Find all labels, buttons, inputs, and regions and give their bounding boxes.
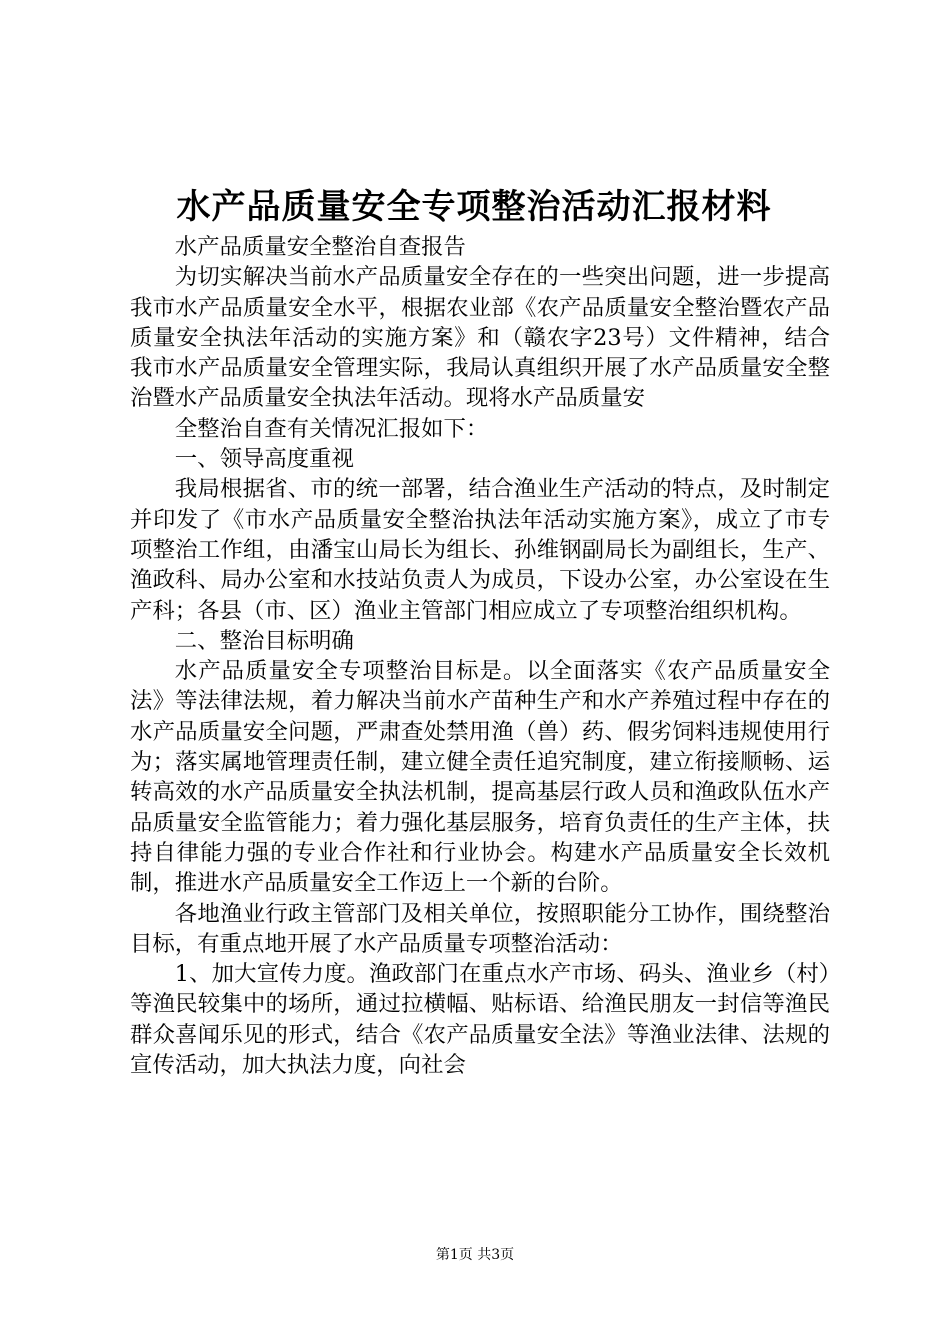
- report-subtitle: 水产品质量安全整治自查报告: [174, 234, 466, 260]
- activities-intro-paragraph: 各地渔业行政主管部门及相关单位，按照职能分工协作，围绕整治目标，有重点地开展了水产品质量专项整治活动：: [130, 900, 830, 957]
- intro-paragraph: 为切实解决当前水产品质量安全存在的一些突出问题，进一步提高我市水产品质量安全水平，根据农业部《农产品质量安全整治暨农产品质量安全执法年活动的实施方案》和（赣农字23号）文件精神，结合我市水产品质量安全管理实际，我局认真组织开展了水产品质量安全整治暨水产品质量安全执法年活动。现将水产品质量安: [130, 264, 830, 412]
- document-page: [130, 182, 830, 1080]
- document-body: [130, 232, 830, 1080]
- section-1-paragraph: 我局根据省、市的统一部署，结合渔业生产活动的特点，及时制定并印发了《市水产品质量安全整治执法年活动实施方案》，成立了市专项整治工作组，由潘宝山局长为组长、孙维钢副局长为副组长，生产、渔政科、局办公室和水技站负责人为成员，下设办公室，办公室设在生产科；各县（市、区）渔业主管部门相应成立了专项整治组织机构。: [130, 476, 830, 624]
- page-footer: 第1页 共3页: [435, 1247, 515, 1263]
- section-heading-2: 二、整治目标明确: [174, 627, 354, 654]
- activity-1-paragraph: 1、加大宣传力度。渔政部门在重点水产市场、码头、渔业乡（村）等渔民较集中的场所，通过拉横幅、贴标语、给渔民朋友一封信等渔民群众喜闻乐见的形式，结合《农产品质量安全法》等渔业法律、法规的宣传活动，加大执法力度，向社会: [130, 961, 830, 1079]
- document-title: 水产品质量安全专项整治活动汇报材料: [176, 187, 772, 227]
- section-2-paragraph: 水产品质量安全专项整治目标是。以全面落实《农产品质量安全法》等法律法规，着力解决当前水产苗种生产和水产养殖过程中存在的水产品质量安全问题，严肃查处禁用渔（兽）药、假劣饲料违规使用行为；落实属地管理责任制，建立健全责任追究制度，建立衔接顺畅、运转高效的水产品质量安全执法机制，提高基层行政人员和渔政队伍水产品质量安全监管能力；着力强化基层服务，培育负责任的生产主体，扶持自律能力强的专业合作社和行业协会。构建水产品质量安全长效机制，推进水产品质量安全工作迈上一个新的台阶。: [130, 658, 830, 897]
- intro-continuation: 全整治自查有关情况汇报如下：: [174, 415, 489, 442]
- section-heading-1: 一、领导高度重视: [174, 446, 354, 473]
